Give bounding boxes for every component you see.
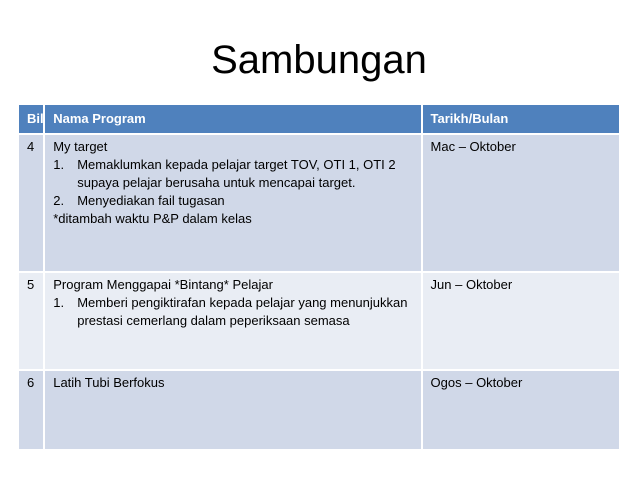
program-name: Program Menggapai *Bintang* Pelajar (53, 277, 273, 292)
header-bil: Bil (19, 105, 44, 134)
program-items (53, 294, 412, 330)
list-item (53, 294, 412, 330)
program-table (19, 105, 619, 451)
program-note: *ditambah waktu P&P dalam kelas (53, 211, 252, 226)
item-number: 1. (53, 295, 65, 310)
header-nama-program: Nama Program (44, 105, 421, 134)
row-program (44, 370, 421, 450)
slide-title: Sambungan (211, 38, 427, 82)
item-text: Memberi pengiktirafan kepada pelajar yang menunjukkan prestasi cemerlang dalam peperiksaan semasa (77, 295, 408, 328)
table-row (19, 272, 619, 370)
header-tarikh-bulan: Tarikh/Bulan (422, 105, 619, 134)
table-row (19, 134, 619, 272)
program-items (53, 156, 412, 210)
item-text: Menyediakan fail tugasan (77, 193, 225, 208)
list-item (53, 192, 412, 210)
row-date: Ogos – Oktober (422, 370, 619, 450)
table-row (19, 370, 619, 450)
item-number: 1. (53, 157, 65, 172)
item-text: Memaklumkan kepada pelajar target TOV, OTI 1, OTI 2 supaya pelajar berusaha untuk mencapai target. (77, 157, 396, 190)
row-program (44, 272, 421, 370)
list-item (53, 156, 412, 192)
row-date: Jun – Oktober (422, 272, 619, 370)
item-number: 2. (53, 193, 65, 208)
row-program (44, 134, 421, 272)
table-header-row (19, 105, 619, 134)
row-date: Mac – Oktober (422, 134, 619, 272)
row-bil: 6 (19, 370, 44, 450)
row-bil: 4 (19, 134, 44, 272)
program-name: My target (53, 139, 108, 154)
row-bil: 5 (19, 272, 44, 370)
program-name: Latih Tubi Berfokus (53, 375, 165, 390)
